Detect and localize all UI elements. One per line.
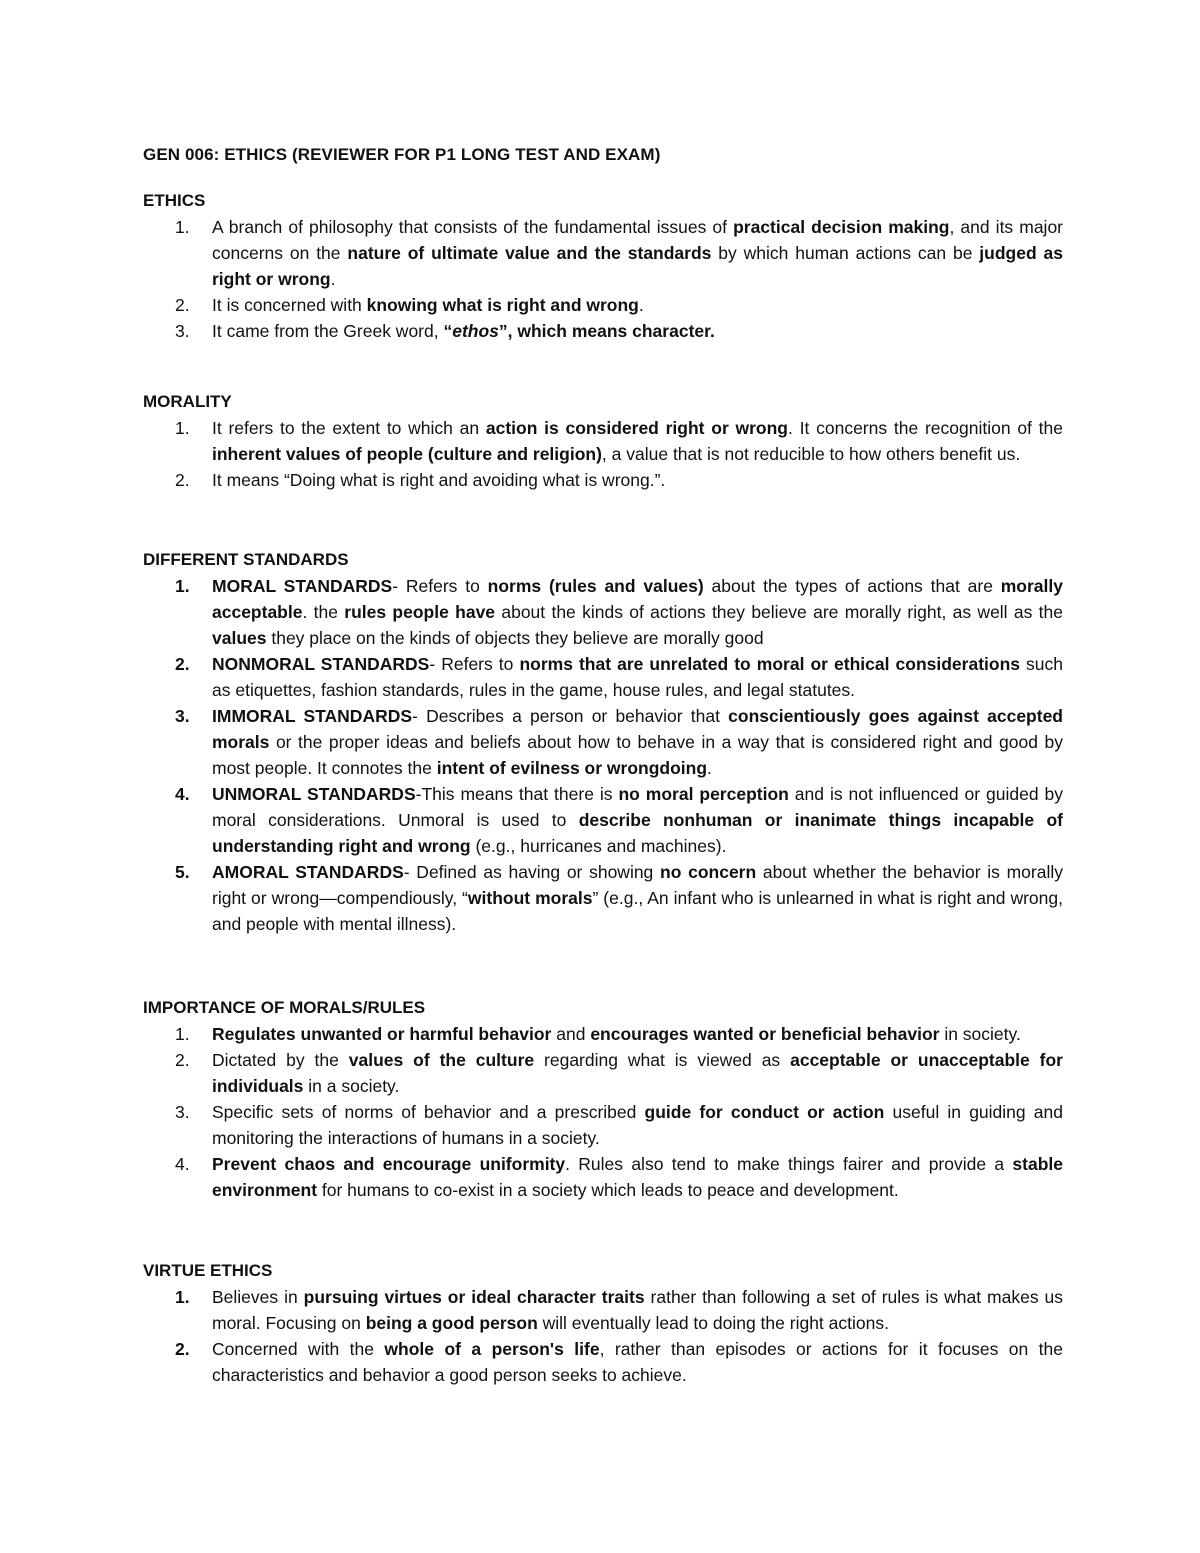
text-segment: about the types of actions that are — [703, 576, 1001, 596]
text-segment: rather than following a set of rules is what makes us moral. Focusing on — [212, 1287, 1064, 1333]
text-segment: norms (rules and values) — [487, 576, 704, 596]
text-segment: Believes in — [212, 1287, 304, 1307]
text-segment: , rather than episodes or actions for it focuses on the characteristics and behavior a good person seeks to achieve. — [212, 1339, 1064, 1385]
text-segment: judged as right or wrong — [212, 243, 1063, 289]
text-segment: regarding what is viewed as — [534, 1050, 791, 1070]
list-item-number: 4. — [175, 1154, 190, 1174]
text-segment: rules people have — [344, 602, 496, 622]
text-segment: intent of evilness or wrongdoing — [436, 758, 708, 778]
text-segment: or the proper ideas and beliefs about how to behave in a way that is considered right and good by most people. It connotes the — [212, 732, 1063, 778]
text-segment: . the — [302, 602, 345, 622]
text-segment: Specific sets of norms of behavior and a prescribed — [212, 1102, 645, 1122]
text-segment: pursuing virtues or ideal character traits — [303, 1287, 645, 1307]
text-segment: without morals — [467, 888, 593, 908]
list-item — [143, 573, 1063, 651]
text-segment: will eventually lead to doing the right actions. — [537, 1313, 889, 1333]
list-item — [143, 318, 1063, 344]
text-segment: useful in guiding and monitoring the interactions of humans in a society. — [212, 1102, 1064, 1148]
item-list — [143, 1284, 1063, 1388]
section-heading: VIRTUE ETHICS — [143, 1261, 273, 1280]
list-item-number: 3. — [175, 706, 190, 726]
text-segment: Prevent chaos and encourage uniformity — [212, 1154, 566, 1174]
text-segment: . — [638, 295, 644, 315]
list-item-number: 1. — [175, 1024, 190, 1044]
section-heading: ETHICS — [143, 191, 206, 210]
text-segment: . — [330, 269, 336, 289]
list-item — [143, 1284, 1063, 1336]
section-virtue-ethics — [143, 1258, 1063, 1388]
list-item-number: 5. — [175, 862, 190, 882]
text-segment: IMMORAL STANDARDS — [212, 706, 413, 726]
list-item-number: 2. — [175, 1339, 190, 1359]
text-segment: knowing what is right and wrong — [366, 295, 639, 315]
list-item-number: 3. — [175, 1102, 190, 1122]
item-list — [143, 415, 1063, 493]
text-segment: . Rules also tend to make things fairer and provide a — [565, 1154, 1013, 1174]
list-item-number: 1. — [175, 418, 190, 438]
text-segment: ”, which means character. — [498, 321, 715, 341]
section-importance-of-morals — [143, 995, 1063, 1203]
section-heading: DIFFERENT STANDARDS — [143, 550, 349, 569]
item-list — [143, 573, 1063, 937]
text-segment: -This means that there is — [415, 784, 619, 804]
text-segment: - Describes a person or behavior that — [412, 706, 729, 726]
list-item-number: 1. — [175, 1287, 190, 1307]
text-segment: It came from the Greek word, — [212, 321, 444, 341]
text-segment: guide for conduct or action — [644, 1102, 885, 1122]
text-segment: - Refers to — [392, 576, 488, 596]
text-segment: no moral perception — [618, 784, 789, 804]
text-segment: encourages wanted or beneficial behavior — [590, 1024, 940, 1044]
text-segment: MORAL STANDARDS — [212, 576, 393, 596]
section-different-standards — [143, 547, 1063, 937]
section-heading: MORALITY — [143, 392, 232, 411]
text-segment: , a value that is not reducible to how others benefit us. — [601, 444, 1021, 464]
text-segment: UNMORAL STANDARDS — [212, 784, 416, 804]
list-item-number: 3. — [175, 321, 190, 341]
text-segment: conscientiously goes against accepted morals — [212, 706, 1063, 752]
text-segment: stable environment — [212, 1154, 1063, 1200]
list-item-number: 2. — [175, 295, 190, 315]
item-list — [143, 1021, 1063, 1203]
text-segment: and is not influenced or guided by moral considerations. Unmoral is used to — [212, 784, 1063, 830]
text-segment: norms that are unrelated to moral or ethical considerations — [519, 654, 1020, 674]
text-segment: describe nonhuman or inanimate things incapable of understanding right and wrong — [212, 810, 1063, 856]
text-segment: values of the culture — [348, 1050, 535, 1070]
list-item — [143, 415, 1063, 467]
text-segment: whole of a person's life — [384, 1339, 600, 1359]
document-title: GEN 006: ETHICS (REVIEWER FOR P1 LONG TEST AND EXAM) — [143, 145, 661, 164]
text-segment: and — [551, 1024, 591, 1044]
text-segment: . — [707, 758, 712, 778]
list-item-number: 1. — [175, 217, 190, 237]
text-segment: by which human actions can be — [711, 243, 980, 263]
text-segment: about whether the behavior is morally right or wrong—compendiously, “ — [212, 862, 1064, 908]
list-item — [143, 859, 1063, 937]
section-heading: IMPORTANCE OF MORALS/RULES — [143, 998, 426, 1017]
list-item — [143, 781, 1063, 859]
text-segment: “ — [443, 321, 453, 341]
text-segment: practical decision making — [733, 217, 950, 237]
list-item — [143, 1151, 1063, 1203]
text-segment: (e.g., hurricanes and machines). — [470, 836, 727, 856]
text-segment: . It concerns the recognition of the — [788, 418, 1063, 438]
text-segment: Concerned with the — [212, 1339, 385, 1359]
text-segment: action is considered right or wrong — [485, 418, 789, 438]
text-segment: inherent values of people (culture and religion) — [212, 444, 602, 464]
list-item-number: 2. — [175, 654, 190, 674]
text-segment: acceptable or unacceptable for individuals — [212, 1050, 1063, 1096]
text-segment: ethos — [452, 321, 499, 341]
list-item-number: 2. — [175, 1050, 190, 1070]
text-segment: in a society. — [303, 1076, 400, 1096]
text-segment: ” (e.g., An infant who is unlearned in what is right and wrong, and people with mental illness). — [212, 888, 1063, 934]
list-item-number: 4. — [175, 784, 190, 804]
text-segment: nature of ultimate value and the standards — [347, 243, 712, 263]
item-list — [143, 214, 1063, 344]
text-segment: It is concerned with — [212, 295, 367, 315]
list-item — [143, 292, 1063, 318]
text-segment: Dictated by the — [212, 1050, 349, 1070]
text-segment: - Defined as having or showing — [403, 862, 661, 882]
text-segment: for humans to co-exist in a society which leads to peace and development. — [317, 1180, 899, 1200]
list-item — [143, 467, 1063, 493]
text-segment: morally acceptable — [212, 576, 1063, 622]
list-item-number: 2. — [175, 470, 190, 490]
list-item — [143, 703, 1063, 781]
text-segment: , and its major concerns on the — [212, 217, 1064, 263]
list-item — [143, 1047, 1063, 1099]
list-item — [143, 1336, 1063, 1388]
text-segment: A branch of philosophy that consists of the fundamental issues of — [212, 217, 734, 237]
list-item — [143, 651, 1063, 703]
text-segment: being a good person — [365, 1313, 538, 1333]
text-segment: - Refers to — [429, 654, 520, 674]
list-item — [143, 1021, 1063, 1047]
text-segment: values — [212, 628, 267, 648]
section-ethics — [143, 188, 1063, 344]
text-segment: It means “Doing what is right and avoiding what is wrong.”. — [212, 470, 666, 490]
list-item-number: 1. — [175, 576, 190, 596]
text-segment: NONMORAL STANDARDS — [212, 654, 430, 674]
text-segment: Regulates unwanted or harmful behavior — [212, 1024, 552, 1044]
text-segment: in society. — [939, 1024, 1021, 1044]
list-item — [143, 214, 1063, 292]
text-segment: such as etiquettes, fashion standards, rules in the game, house rules, and legal statutes. — [212, 654, 1064, 700]
text-segment: no concern — [660, 862, 757, 882]
section-morality — [143, 389, 1063, 493]
text-segment: they place on the kinds of objects they believe are morally good — [266, 628, 764, 648]
text-segment: about the kinds of actions they believe are morally right, as well as the — [495, 602, 1064, 622]
list-item — [143, 1099, 1063, 1151]
text-segment: AMORAL STANDARDS — [212, 862, 404, 882]
text-segment: It refers to the extent to which an — [212, 418, 486, 438]
